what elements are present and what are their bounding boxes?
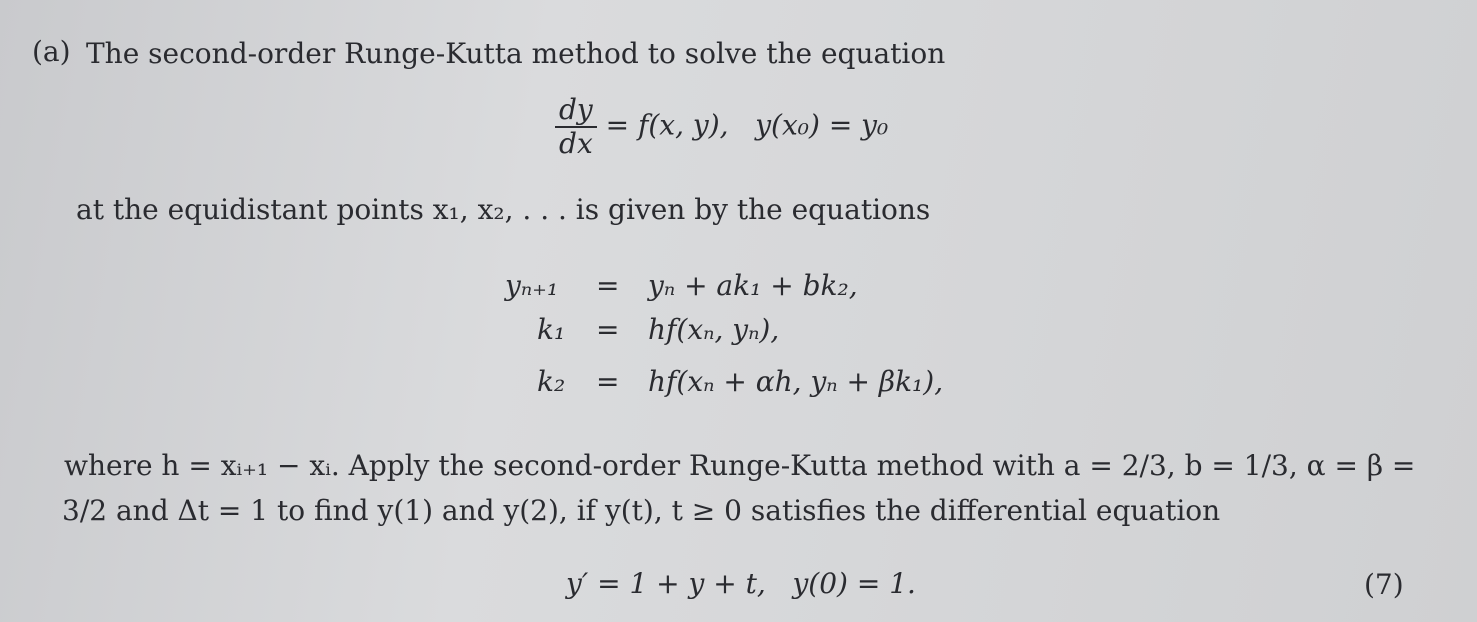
fraction-denominator: dx — [559, 127, 593, 160]
system-row-rhs-2: hf(xₙ + αh, yₙ + βk₁), — [648, 365, 944, 398]
system-row-lhs-0: yₙ₊₁ — [505, 269, 559, 302]
system-row-rhs-0: yₙ + ak₁ + bk₂, — [648, 269, 858, 302]
derivative-fraction — [555, 93, 597, 160]
points-line: at the equidistant points x₁, x₂, . . . is given by the equations — [76, 193, 931, 226]
ode-rhs: = f(x, y), y(x₀) = y₀ — [605, 108, 889, 142]
marks-label: (7) — [1364, 568, 1404, 601]
problem-intro: The second-order Runge-Kutta method to solve the equation — [86, 37, 946, 70]
system-row-lhs-2: k₂ — [537, 365, 566, 398]
system-row-eq-0: = — [596, 269, 620, 302]
system-row-eq-1: = — [596, 313, 620, 346]
problem-label: (a) — [32, 35, 71, 68]
where-line-2: 3/2 and Δt = 1 to find y(1) and y(2), if y(t), t ≥ 0 satisfies the differential equation — [62, 494, 1221, 527]
final-equation: y′ = 1 + y + t, y(0) = 1. — [566, 567, 916, 600]
system-row-lhs-1: k₁ — [537, 313, 566, 346]
system-row-rhs-1: hf(xₙ, yₙ), — [648, 313, 780, 346]
where-line-1: where h = xᵢ₊₁ − xᵢ. Apply the second-order Runge-Kutta method with a = 2/3, b = 1/3, α = β = — [64, 449, 1416, 482]
system-row-eq-2: = — [596, 365, 620, 398]
ode-equation — [555, 93, 889, 160]
fraction-numerator: dy — [555, 96, 597, 128]
